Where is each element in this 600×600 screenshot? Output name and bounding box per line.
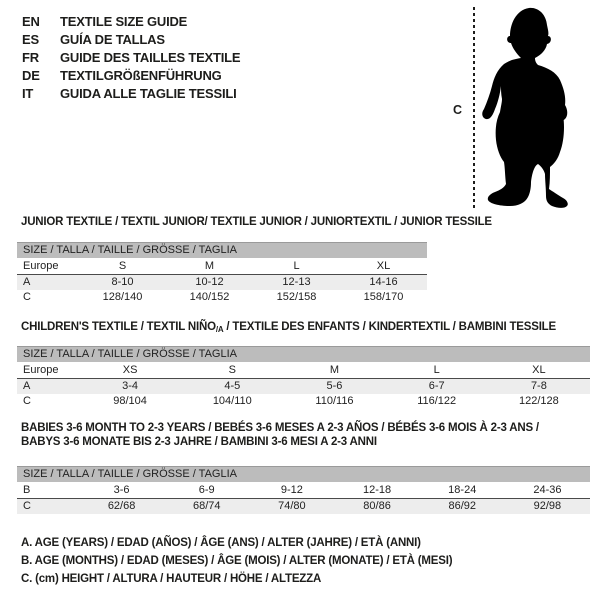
size-value-cell: 3-6 [113,484,130,496]
size-value-cell: 9-12 [280,484,303,496]
table-row-c [17,394,590,409]
height-label-c: C [453,103,463,117]
row-label: Europe [23,364,59,376]
row-label: A [23,380,31,392]
size-value-cell: 128/140 [102,291,143,303]
guide-title: GUÍA DE TALLAS [60,32,165,47]
legend-notes [21,534,452,588]
size-value-cell: 98/104 [113,395,147,407]
language-title-list [22,13,240,103]
language-code: EN [22,14,40,29]
row-label: Europe [23,260,59,272]
row-label: C [23,395,31,407]
size-value-cell: 116/122 [417,395,457,407]
note-a: A. AGE (YEARS) / EDAD (AÑOS) / ÂGE (ANS) / ALTER (JAHRE) / ETÀ (ANNI) [21,537,421,549]
size-value-cell: 62/68 [107,500,136,512]
size-value-cell: 86/92 [448,500,476,512]
note-c: C. (cm) HEIGHT / ALTURA / HAUTEUR / HÖHE / ALTEZZA [21,573,322,585]
size-value-cell: 12-18 [363,484,392,496]
language-row-de [22,67,240,85]
size-header-bar: SIZE / TALLA / TAILLE / GRÖSSE / TAGLIA [17,466,590,482]
size-value-cell: 122/128 [519,395,559,407]
size-table-children [17,346,590,409]
size-value-cell: 4-5 [224,380,241,392]
height-measure-dotted-line [470,7,478,209]
note-b: B. AGE (MONTHS) / EDAD (MESES) / ÂGE (MOIS) / ALTER (MONATE) / ETÀ (MESI) [21,555,453,567]
size-value-cell: XS [122,364,138,376]
title-text: / TEXTILE DES ENFANTS / KINDERTEXTIL / BAMBINI TESSILE [223,321,556,333]
size-table-junior [17,242,427,305]
size-value-cell: 5-6 [326,380,343,392]
size-value-cell: 10-12 [195,276,224,288]
size-value-cell: S [118,260,127,272]
language-code: ES [22,32,39,47]
size-value-cell: 12-13 [282,276,311,288]
guide-title: TEXTILGRÖßENFÜHRUNG [60,68,222,83]
size-value-cell: L [293,260,300,272]
size-value-cell: L [433,364,440,376]
size-header-bar: SIZE / TALLA / TAILLE / GRÖSSE / TAGLIA [17,346,590,362]
title-text: CHILDREN'S TEXTILE / TEXTIL NIÑO [21,321,216,333]
size-value-cell: 14-16 [369,276,398,288]
table-row-europe [17,258,427,275]
size-value-cell: 74/80 [278,500,306,512]
guide-title: GUIDE DES TAILLES TEXTILE [60,50,241,65]
guide-title: TEXTILE SIZE GUIDE [60,14,188,29]
table-row-c [17,290,427,305]
title-line-2: BABYS 3-6 MONATE BIS 2-3 JAHRE / BAMBINI 3-6 MESI A 2-3 ANNI [21,436,377,448]
table-row-a [17,379,590,394]
size-value-cell: 80/86 [363,500,391,512]
table-row-b [17,482,590,499]
language-code: DE [22,68,40,83]
language-row-fr [22,49,240,67]
section-title-junior: JUNIOR TEXTILE / TEXTIL JUNIOR/ TEXTILE JUNIOR / JUNIORTEXTIL / JUNIOR TESSILE [21,216,492,228]
language-row-it [22,85,240,103]
size-value-cell: S [228,364,236,376]
size-value-cell: XL [376,260,391,272]
size-value-cell: 24-36 [533,484,562,496]
size-value-cell: 6-9 [198,484,215,496]
size-value-cell: 3-4 [122,380,139,392]
size-value-cell: 158/170 [363,291,404,303]
language-row-es [22,31,240,49]
size-value-cell: XL [532,364,546,376]
size-value-cell: 6-7 [428,380,445,392]
row-label: A [23,276,31,288]
size-value-cell: 7-8 [530,380,547,392]
row-label: B [23,484,31,496]
table-row-europe [17,362,590,379]
language-code: FR [22,50,39,65]
row-label: C [23,291,31,303]
size-table-babies [17,466,590,514]
title-line-1: BABIES 3-6 MONTH TO 2-3 YEARS / BEBÉS 3-6 MESES A 2-3 AÑOS / BÉBÉS 3-6 MOIS À 2-3 ANS / [21,422,539,434]
section-title-children [21,320,556,337]
size-value-cell: 18-24 [448,484,477,496]
language-row-en [22,13,240,31]
size-value-cell: M [329,364,340,376]
size-value-cell: 8-10 [111,276,134,288]
size-value-cell: 152/158 [276,291,317,303]
size-value-cell: M [204,260,215,272]
baby-silhouette-icon [480,2,600,210]
size-value-cell: 68/74 [192,500,221,512]
title-subscript: /A [215,325,224,334]
guide-title: GUIDA ALLE TAGLIE TESSILI [60,86,237,101]
size-value-cell: 110/116 [315,395,354,407]
table-row-a [17,275,427,290]
size-value-cell: 104/110 [212,395,252,407]
section-title-babies [21,421,539,449]
size-value-cell: 140/152 [189,291,230,303]
row-label: C [23,500,31,512]
table-row-c [17,499,590,514]
size-value-cell: 92/98 [533,500,562,512]
language-code: IT [22,86,34,101]
size-header-bar: SIZE / TALLA / TAILLE / GRÖSSE / TAGLIA [17,242,427,258]
